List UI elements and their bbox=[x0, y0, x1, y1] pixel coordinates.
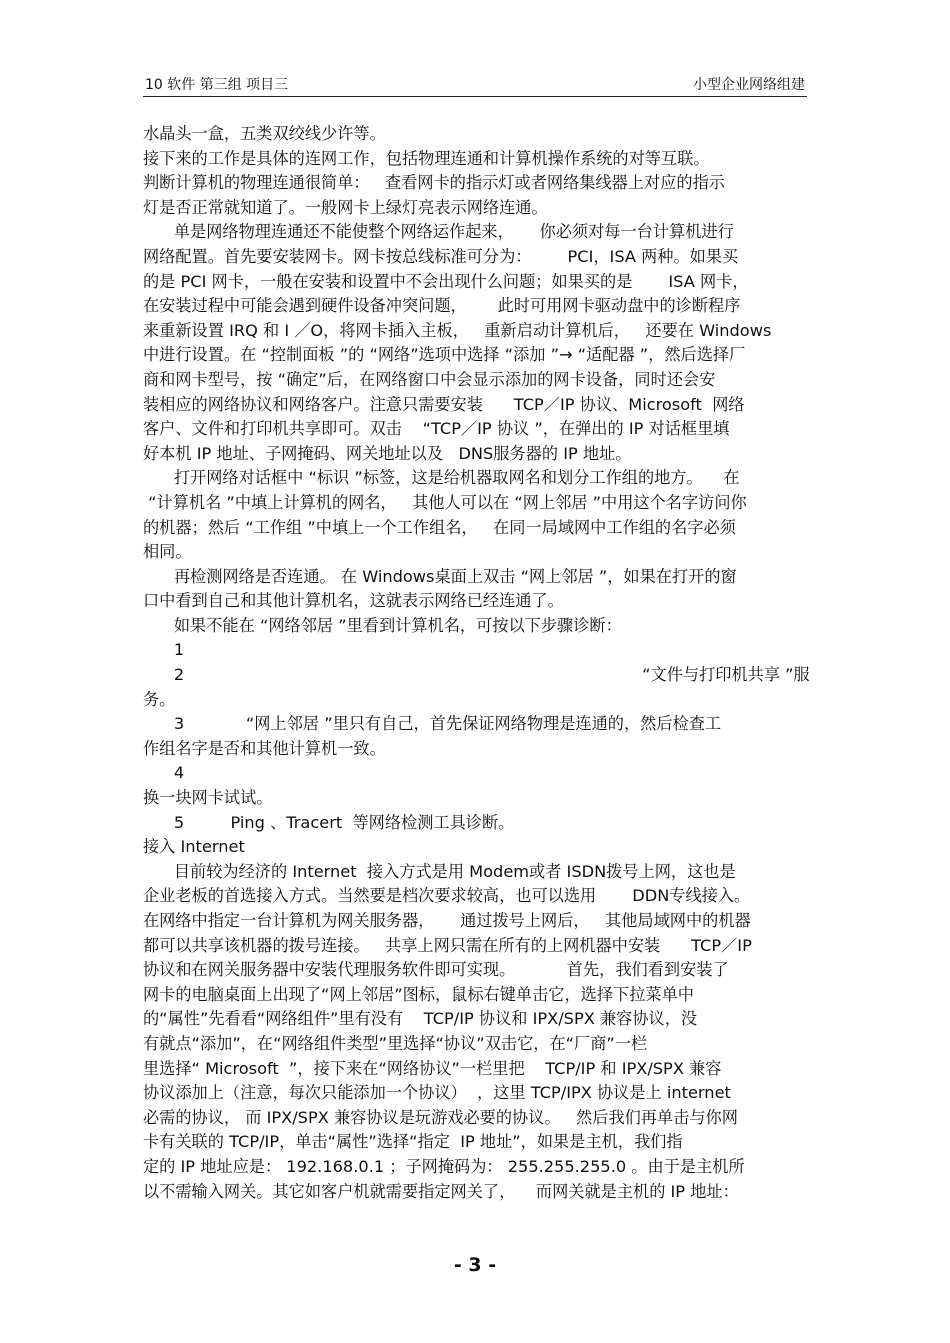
text-line: 都可以共享该机器的拨号连接。 共享上网只需在所有的上网机器中安装 TCP／IP bbox=[143, 935, 752, 955]
page-header bbox=[143, 72, 807, 97]
text-line: 打开网络对话框中 “标识 ”标签，这是给机器取网名和划分工作组的地方。 在 bbox=[143, 468, 740, 488]
header-left-text: 10 软件 第三组 项目三 bbox=[145, 77, 289, 93]
text-line: 装相应的网络协议和网络客户。注意只需要安装 TCP／IP 协议、Microsoft 网络 bbox=[143, 394, 745, 414]
text-line: 来重新设置 IRQ 和 I ／O，将网卡插入主板， 重新启动计算机后， 还要在 Windows bbox=[143, 320, 772, 340]
text-line: 里选择“ Microsoft ”，接下来在“网络协议”一栏里把 TCP/IP 和 IPX/SPX 兼容 bbox=[143, 1058, 722, 1078]
text-line: 目前较为经济的 Internet 接入方式是用 Modem或者 ISDN拨号上网，这也是 bbox=[143, 861, 736, 881]
text-line: 务。 bbox=[143, 689, 176, 709]
text-line: 卡有关联的 TCP/IP，单击“属性”选择“指定 IP 地址”，如果是主机，我们指 bbox=[143, 1132, 683, 1152]
text-line: 单是网络物理连通还不能使整个网络运作起来， 你必须对每一台计算机进行 bbox=[143, 222, 734, 242]
text-line: 1 bbox=[143, 640, 185, 660]
text-line: 必需的协议， 而 IPX/SPX 兼容协议是玩游戏必要的协议。 然后我们再单击与你网 bbox=[143, 1107, 738, 1127]
text-line: 接入 Internet bbox=[143, 837, 245, 857]
text-line: 好本机 IP 地址、子网掩码、网关地址以及 DNS服务器的 IP 地址。 bbox=[143, 443, 632, 463]
text-line: 判断计算机的物理连通很简单： 查看网卡的指示灯或者网络集线器上对应的指示 bbox=[143, 173, 725, 193]
text-line: 水晶头一盒，五类双绞线少许等。 bbox=[143, 124, 386, 143]
text-line: 换一块网卡试试。 bbox=[143, 788, 273, 808]
text-line: 在网络中指定一台计算机为网关服务器， 通过拨号上网后， 其他局域网中的机器 bbox=[143, 911, 751, 930]
text-line: 相同。 bbox=[143, 542, 192, 562]
text-line: 如果不能在 “网络邻居 ”里看到计算机名，可按以下步骤诊断： bbox=[143, 615, 622, 635]
text-line: 的“属性”先看看“网络组件”里有没有 TCP/IP 协议和 IPX/SPX 兼容协议，没 bbox=[143, 1009, 698, 1029]
text-line: 协议添加上（注意，每次只能添加一个协议） ，这里 TCP/IPX 协议是上 internet bbox=[143, 1083, 731, 1103]
text-line: 接下来的工作是具体的连网工作，包括物理连通和计算机操作系统的对等互联。 bbox=[143, 148, 710, 168]
text-line: 中进行设置。在 “控制面板 ”的 “网络”选项中选择 “添加 ”→ “适配器 ”，然后选择厂 bbox=[143, 345, 746, 365]
text-line: 5 Ping 、Tracert 等网络检测工具诊断。 bbox=[143, 812, 515, 832]
text-line: 网卡的电脑桌面上出现了“网上邻居”图标，鼠标右键单击它，选择下拉菜单中 bbox=[143, 984, 694, 1004]
text-line: 商和网卡型号，按 “确定”后，在网络窗口中会显示添加的网卡设备，同时还会安 bbox=[143, 369, 716, 389]
text-line: 的机器；然后 “工作组 ”中填上一个工作组名， 在同一局域网中工作组的名字必须 bbox=[143, 517, 736, 537]
body-text bbox=[143, 122, 815, 1204]
text-line: 3 “网上邻居 ”里只有自己，首先保证网络物理是连通的，然后检查工 bbox=[143, 714, 722, 734]
text-line: 作组名字是否和其他计算机一致。 bbox=[143, 738, 386, 758]
text-line: 客户、文件和打印机共享即可。双击 “TCP／IP 协议 ”，在弹出的 IP 对话框里填 bbox=[143, 419, 730, 439]
text-line: “计算机名 ”中填上计算机的网名， 其他人可以在 “网上邻居 ”中用这个名字访问你 bbox=[143, 492, 747, 512]
text-line: 企业老板的首选接入方式。当然要是档次要求较高，也可以选用 DDN专线接入。 bbox=[143, 886, 751, 906]
page-number: - 3 - bbox=[453, 1254, 497, 1276]
text-line: 4 bbox=[143, 763, 185, 783]
text-line: 定的 IP 地址应是： 192.168.0.1 ；子网掩码为： 255.255.255.0 。由于是主机所 bbox=[143, 1156, 745, 1176]
text-line: 口中看到自己和其他计算机名，这就表示网络已经连通了。 bbox=[143, 591, 564, 611]
text-line: 再检测网络是否连通。 在 Windows桌面上双击 “网上邻居 ”，如果在打开的窗 bbox=[143, 566, 737, 586]
text-line: 2 “文件与打印机共享 ”服 bbox=[143, 665, 810, 685]
text-line: 以不需输入网关。其它如客户机就需要指定网关了， 而网关就是主机的 IP 地址： bbox=[143, 1181, 739, 1201]
text-line: 协议和在网关服务器中安装代理服务软件即可实现。 首先，我们看到安装了 bbox=[143, 960, 729, 980]
header-right-text: 小型企业网络组建 bbox=[693, 77, 805, 93]
text-line: 网络配置。首先要安装网卡。网卡按总线标准可分为： PCI，ISA 两种。如果买 bbox=[143, 246, 739, 266]
text-line: 灯是否正常就知道了。一般网卡上绿灯亮表示网络连通。 bbox=[143, 197, 548, 217]
text-line: 有就点“添加”，在“网络组件类型”里选择“协议”双击它，在“厂商”一栏 bbox=[143, 1033, 648, 1053]
text-line: 的是 PCI 网卡，一般在安装和设置中不会出现什么问题；如果买的是 ISA 网卡， bbox=[143, 271, 749, 291]
text-line: 在安装过程中可能会遇到硬件设备冲突问题， 此时可用网卡驱动盘中的诊断程序 bbox=[143, 296, 741, 316]
